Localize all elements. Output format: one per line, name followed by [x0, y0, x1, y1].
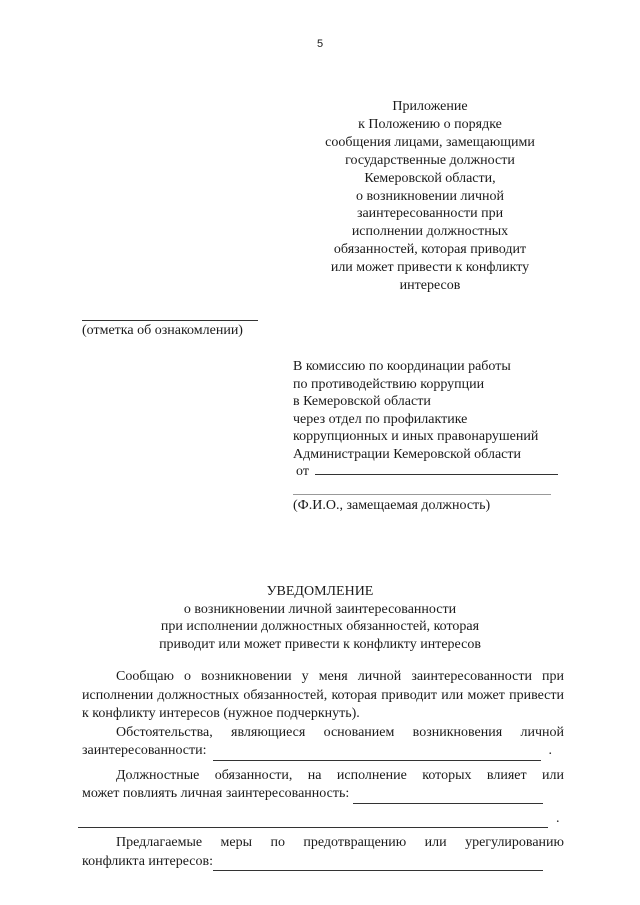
notice-subtitle-line: о возникновении личной заинтересованности — [183, 601, 457, 617]
appendix-line: исполнении должностных — [351, 224, 509, 240]
appendix-line: обязанностей, которая приводит — [333, 242, 527, 258]
duties-field-continuation[interactable] — [78, 815, 548, 828]
duties-row — [82, 785, 564, 804]
measures-row — [82, 853, 564, 872]
period: . — [548, 743, 553, 758]
acknowledgement-signature-line[interactable] — [82, 320, 258, 321]
notice-body — [82, 668, 564, 871]
addressee-block — [293, 358, 538, 463]
page-number: 5 — [316, 38, 324, 50]
period: . — [556, 810, 560, 826]
fio-label: (Ф.И.О., замещаемая должность) — [293, 498, 491, 513]
addressee-line: по противодействию коррупции — [293, 376, 485, 392]
from-field[interactable] — [315, 462, 558, 475]
addressee-line: в Кемеровской области — [293, 394, 431, 409]
duties-label: может повлиять личная заинтересованность: — [82, 786, 350, 801]
addressee-line: через отдел по профилактике — [293, 411, 468, 427]
addressee-line: коррупционных и иных правонарушений — [293, 429, 539, 444]
appendix-line: интересов — [399, 278, 461, 294]
paragraph-measures-line1: Предлагаемые меры по предотвращению или урегулированию — [116, 835, 564, 850]
appendix-line: или может привести к конфликту — [330, 260, 530, 276]
notice-subtitle-line: при исполнении должностных обязанностей, которая — [160, 619, 480, 634]
notice-title: УВЕДОМЛЕНИЕ — [266, 584, 374, 599]
paragraph-circumstances-line1: Обстоятельства, являющиеся основанием возникновения личной — [116, 724, 564, 740]
notice-subtitle-line: приводит или может привести к конфликту интересов — [159, 636, 481, 652]
addressee-line: Администрации Кемеровской области — [293, 446, 521, 462]
appendix-line: Кемеровской области, — [364, 170, 496, 186]
circumstances-row — [82, 742, 564, 761]
duties-continuation-row — [78, 810, 564, 829]
measures-label: конфликта интересов: — [82, 853, 213, 869]
paragraph-duties-line1: Должностные обязанности, на исполнение которых влияет или — [116, 767, 564, 783]
circumstances-label: заинтересованности: — [82, 743, 207, 758]
fio-field-line[interactable] — [293, 494, 551, 495]
addressee-line: В комиссию по координации работы — [293, 359, 511, 374]
circumstances-field[interactable] — [213, 748, 541, 761]
appendix-line: государственные должности — [345, 152, 515, 168]
appendix-line: заинтересованности при — [356, 206, 504, 222]
appendix-line: о возникновении личной — [355, 188, 505, 204]
acknowledgement-label: (отметка об ознакомлении) — [82, 323, 243, 338]
from-row — [296, 462, 558, 480]
appendix-line: Приложение — [392, 99, 468, 114]
appendix-line: к Положению о порядке — [358, 116, 502, 132]
measures-field[interactable] — [213, 858, 543, 871]
paragraph-report: Сообщаю о возникновении у меня личной заинтересованности при исполнении должностных обязанностей, которая приводит или может привести к конфликту интересов (нужное подчеркнуть). — [82, 669, 564, 721]
notice-heading — [0, 583, 640, 653]
duties-field[interactable] — [353, 791, 543, 804]
from-label: от — [296, 464, 309, 479]
appendix-line: сообщения лицами, замещающими — [325, 134, 535, 150]
appendix-header — [300, 98, 560, 295]
